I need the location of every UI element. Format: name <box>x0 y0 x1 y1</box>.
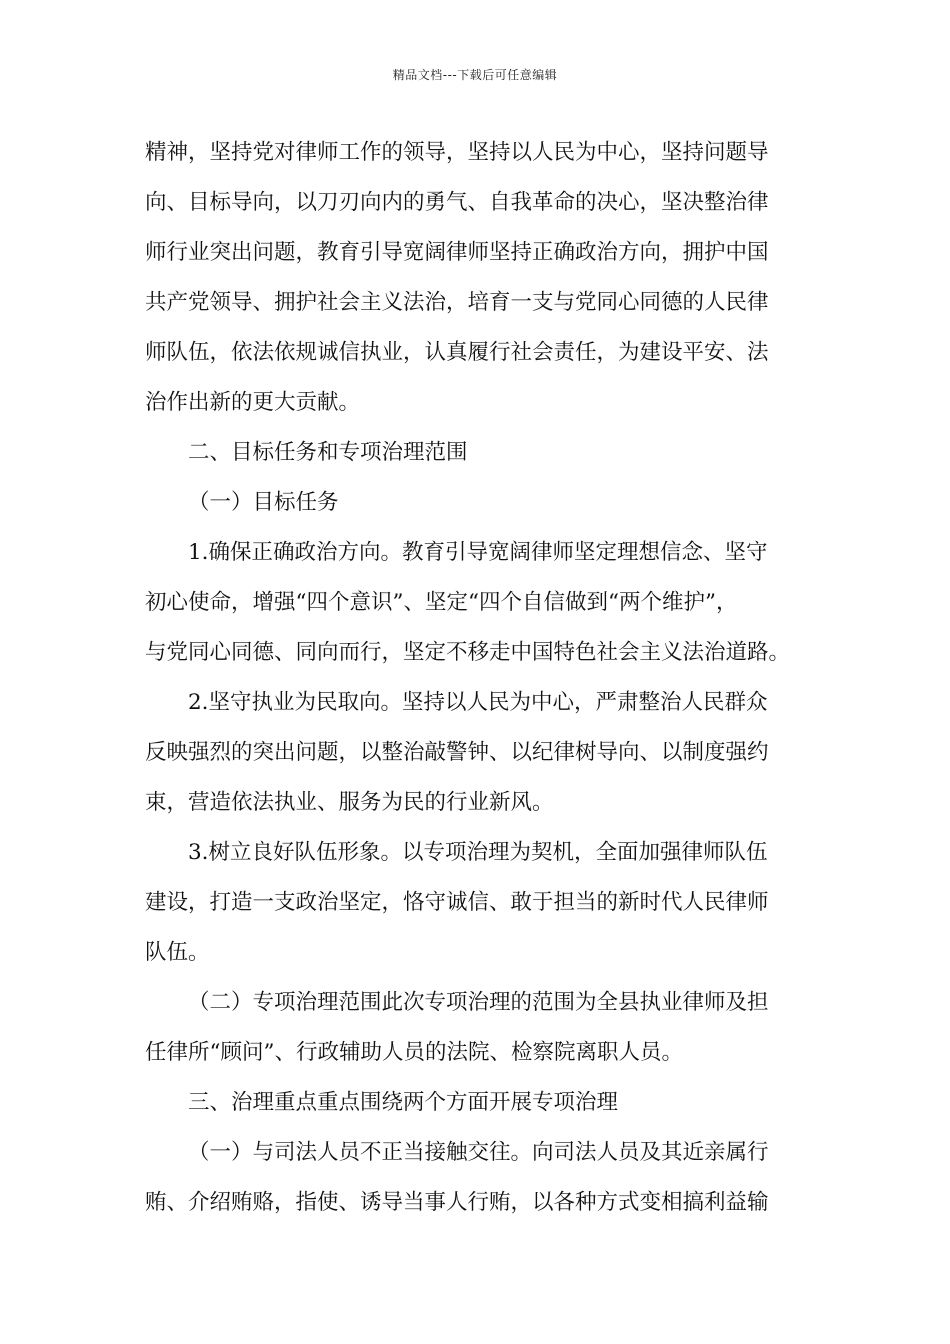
text-line: （一）与司法人员不正当接触交往。向司法人员及其近亲属行 <box>188 1140 769 1165</box>
text-line: 3.树立良好队伍形象。以专项治理为契机，全面加强律师队伍 <box>188 840 768 865</box>
text-line: 向、目标导向，以刀刃向内的勇气、自我革命的决心，坚决整治律 <box>145 190 769 215</box>
text-line: 反映强烈的突出问题，以整治敲警钟、以纪律树导向、以制度强约 <box>145 740 769 765</box>
text-line: 贿、介绍贿赂，指使、诱导当事人行贿，以各种方式变相搞利益输 <box>145 1190 769 1215</box>
text-line: （一）目标任务 <box>188 490 339 515</box>
page-header: 精品文档---下载后可任意编辑 <box>392 68 558 82</box>
text-line: 与党同心同德、同向而行，坚定不移走中国特色社会主义法治道路。 <box>145 640 791 665</box>
text-line: 共产党领导、拥护社会主义法治，培育一支与党同心同德的人民律 <box>145 290 769 315</box>
text-line: 任律所“顾问”、行政辅助人员的法院、检察院离职人员。 <box>145 1040 683 1065</box>
text-line: 师行业突出问题，教育引导宽阔律师坚持正确政治方向，拥护中国 <box>145 240 769 265</box>
text-line: 师队伍，依法依规诚信执业，认真履行社会责任，为建设平安、法 <box>145 340 769 365</box>
text-line: 治作出新的更大贡献。 <box>145 390 361 415</box>
text-line: 1.确保正确政治方向。教育引导宽阔律师坚定理想信念、坚守 <box>188 540 768 565</box>
text-line: 束，营造依法执业、服务为民的行业新风。 <box>145 790 554 815</box>
text-line: 三、治理重点重点围绕两个方面开展专项治理 <box>188 1090 619 1115</box>
text-line: 精神，坚持党对律师工作的领导，坚持以人民为中心，坚持问题导 <box>145 140 769 165</box>
text-line: 二、目标任务和专项治理范围 <box>188 440 468 465</box>
text-line: （二）专项治理范围此次专项治理的范围为全县执业律师及担 <box>188 990 769 1015</box>
text-line: 初心使命，增强“四个意识”、坚定“四个自信做到“两个维护”， <box>145 590 738 615</box>
text-line: 建设，打造一支政治坚定，恪守诚信、敢于担当的新时代人民律师 <box>145 890 769 915</box>
text-line: 队伍。 <box>145 940 210 965</box>
text-line: 2.坚守执业为民取向。坚持以人民为中心，严肃整治人民群众 <box>188 690 768 715</box>
document-body <box>145 128 810 1228</box>
